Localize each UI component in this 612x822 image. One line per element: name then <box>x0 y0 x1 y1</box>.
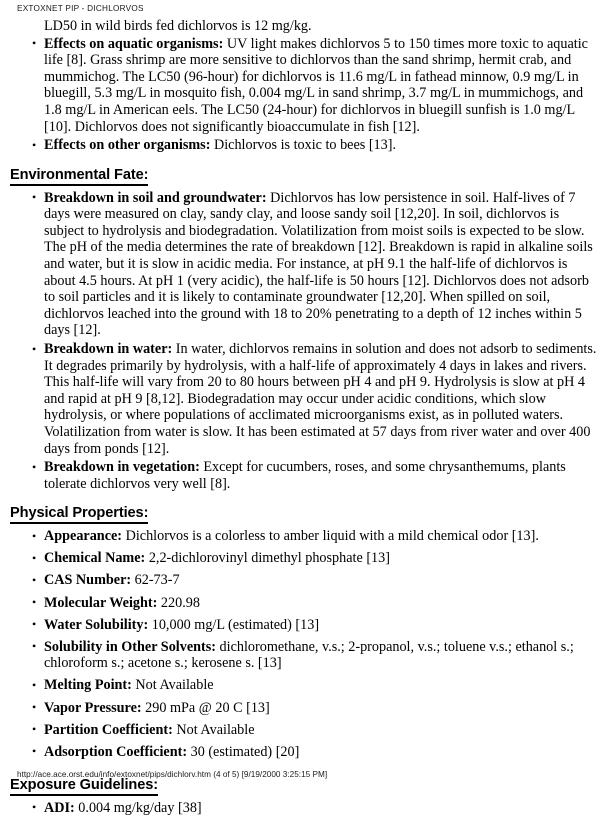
list-item <box>44 550 600 567</box>
physical-properties-heading-wrap <box>0 494 612 528</box>
environmental-fate-list <box>0 190 612 493</box>
list-item-text: Except for cucumbers, roses, and some chrysanthemums, plants tolerate dichlorvos very well [8]. <box>44 459 566 492</box>
list-item-text: 10,000 mg/L (estimated) [13] <box>148 616 320 633</box>
list-item <box>44 572 600 589</box>
list-item-text: Dichlorvos is a colorless to amber liquid with a mild chemical odor [13]. <box>122 528 539 545</box>
list-item <box>44 700 600 717</box>
list-item <box>44 459 600 492</box>
list-item-term: Melting Point: <box>44 677 132 694</box>
footer-url: http://ace.ace.orst.edu/info/extoxnet/pips/dichlorv.htm (4 of 5) [9/19/2000 3:25:15 PM] <box>17 770 328 779</box>
list-item-term: CAS Number: <box>44 572 132 589</box>
running-header: EXTOXNET PIP - DICHLORVOS <box>17 4 144 13</box>
list-item-text: 220.98 <box>157 594 200 611</box>
list-item-text: Dichlorvos is toxic to bees [13]. <box>210 137 397 154</box>
section-heading-physical-properties: Physical Properties: <box>10 505 148 524</box>
physical-properties-list <box>0 528 612 760</box>
list-item <box>44 528 600 545</box>
list-item-text: 30 (estimated) [20] <box>187 743 300 760</box>
list-item-text: In water, dichlorvos remains in solution and does not adsorb to sediments. It degrades primarily by hydrolysis, with a half-life of approximately 4 days in lakes and rivers. This half-life will vary from 20 to 80 hours between pH 4 and pH 9. Hydrolysis is slow at pH 4 and rapid at pH 9 [8,12]. Biodegradation may occur under acidic conditions, which slow hydrolysis, or where populations of acclimated microorganisms exist, as in polluted waters. Volatilization from water is slow. It has been estimated at 57 days from river water and over 400 days from ponds [12]. <box>44 341 597 457</box>
list-item-term: Water Solubility: <box>44 616 149 633</box>
section-heading-exposure-guidelines: Exposure Guidelines: <box>10 777 158 796</box>
list-item-term: ADI: <box>44 799 75 816</box>
list-item-text: 290 mPa @ 20 C [13] <box>141 699 270 716</box>
list-item-term: Breakdown in vegetation: <box>44 459 200 476</box>
list-item <box>44 617 600 634</box>
list-item-term: Molecular Weight: <box>44 594 158 611</box>
list-item-text: dichloromethane, v.s.; 2-propanol, v.s.; toluene v.s.; ethanol s.; chloroform s.; acetone s.; kerosene s. [13] <box>44 638 574 672</box>
exposure-guidelines-list <box>0 800 612 817</box>
list-item <box>44 36 600 136</box>
list-item-term: Effects on other organisms: <box>44 137 211 154</box>
list-item-term: Breakdown in soil and groundwater: <box>44 189 267 206</box>
list-item <box>44 137 600 154</box>
list-item-term: Solubility in Other Solvents: <box>44 638 216 655</box>
list-item-term: Vapor Pressure: <box>44 699 142 716</box>
list-item-text: Not Available <box>131 677 214 694</box>
list-item <box>44 744 600 761</box>
list-item-text: 62-73-7 <box>131 572 180 589</box>
list-item-term: Breakdown in water: <box>44 341 173 358</box>
list-item-text: 0.004 mg/kg/day [38] <box>74 799 202 816</box>
page-content <box>0 18 612 822</box>
list-item-text: 2,2-dichlorovinyl dimethyl phosphate [13] <box>145 550 390 567</box>
list-item <box>44 677 600 694</box>
list-item-term: Adsorption Coefficient: <box>44 743 188 760</box>
list-item-text: Dichlorvos has low persistence in soil. Half-lives of 7 days were measured on clay, sandy clay, and loose sandy soil [12,20]. In soil, dichlorvos is subject to hydrolysis and biodegradation. Volatilization from moist soils is expected to be slow. The pH of the media determines the rate of breakdown [12]. Breakdown is rapid in alkaline soils and water, but it is slow in acidic media. For instance, at pH 9.1 the half-life of dichlorvos is about 4.5 hours. At pH 1 (very acidic), the half-life is 50 hours [12]. Dichlorvos does not adsorb to soil particles and it is likely to contaminate groundwater [12,20]. When spilled on soil, dichlorvos leached into the ground with 18 to 20% penetrating to a depth of 12 inches within 5 days [12]. <box>44 189 593 339</box>
environmental-fate-heading-wrap <box>0 156 612 190</box>
list-item <box>44 190 600 339</box>
lead-paragraph: LD50 in wild birds fed dichlorvos is 12 mg/kg. <box>44 18 312 34</box>
list-item-term: Appearance: <box>44 528 123 545</box>
list-item-term: Effects on aquatic organisms: <box>44 35 224 52</box>
list-item-text: UV light makes dichlorvos 5 to 150 times more toxic to aquatic life [8]. Grass shrimp are more sensitive to dichlorvos than the sand shrimp, hermit crab, and mummichog. The LC50 (96-hour) for dichlorvos is 11.6 mg/L in fathead minnow, 0.9 mg/L in bluegill, 5.3 mg/L in mosquito fish, 0.004 mg/L in sand shrimp, 3.7 mg/L in mummichogs, and 1.8 mg/L in American eels. The LC50 (24-hour) for dichlorvos in bluegill sunfish is 1.0 mg/L [10]. Dichlorvos does not significantly bioaccumulate in fish [12]. <box>44 35 588 135</box>
list-item-text: Not Available <box>172 721 255 738</box>
list-item <box>44 341 600 457</box>
list-item <box>44 639 600 672</box>
list-item <box>44 595 600 612</box>
section-heading-environmental-fate: Environmental Fate: <box>10 167 148 186</box>
list-item <box>44 722 600 739</box>
list-item-term: Partition Coefficient: <box>44 721 173 738</box>
list-item-term: Chemical Name: <box>44 550 146 567</box>
list-item <box>44 800 600 817</box>
ecological-effects-list <box>0 36 612 154</box>
